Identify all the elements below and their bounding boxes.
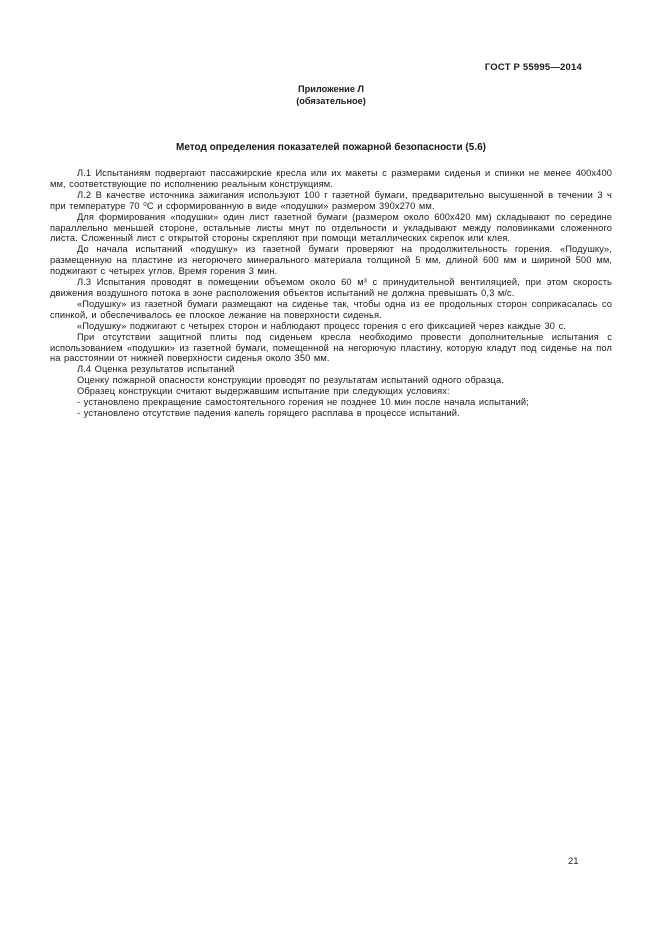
document-body (50, 168, 612, 419)
appendix-label: Приложение Л (298, 84, 364, 94)
paragraph: При отсутствии защитной плиты под сиденьем кресла необходимо провести дополнительные испытания с использованием «подушки» из газетной бумаги, помещенной на негорючую пластину, которую кладут под сиденье на пол на расстоянии от нижней поверхности сиденья около 350 мм. (50, 331, 612, 364)
appendix-heading (50, 84, 612, 107)
paragraph: До начала испытаний «подушку» из газетной бумаги проверяют на продолжительность горения. «Подушку», размещенную на пластине из негорючего минерального материала толщиной 5 мм, длиной 600 мм и шириной 500 мм, поджигают с четырех углов. Время горения 3 мин. (50, 244, 612, 277)
list-item-condition: - установлено отсутствие падения капель горящего расплава в процессе испытаний. (77, 407, 460, 418)
paragraph-l2: Л.2 В качестве источника зажигания используют 100 г газетной бумаги, предварительно высушенной в течении 3 ч при температуре 70 ⁰С и сформированную в виде «подушки» размером 390х270 мм. (50, 189, 612, 211)
appendix-note: (обязательное) (296, 95, 366, 106)
list-item-condition: - установлено прекращение самостоятельного горения не позднее 10 мин после начала испытаний; (77, 397, 529, 408)
paragraph: «Подушку» поджигают с четырех сторон и наблюдают процесс горения с его фиксацией через каждые 30 с. (77, 320, 566, 331)
paragraph-l1: Л.1 Испытаниям подвергают пассажирские кресла или их макеты с размерами сиденья и спинки не менее 400х400 мм, соответствующие по исполнению реальным конструкциям. (50, 168, 612, 189)
section-title: Метод определения показателей пожарной безопасности (5.6) (175, 142, 486, 153)
paragraph: Для формирования «подушки» один лист газетной бумаги (размером около 600х420 мм) складывают по середине параллельно меньшей стороне, остальные листы мнут по отдельности и укладывают между половинками сложенного листа. Сложенный лист с открытой стороны скрепляют при помощи металлических скрепок или клея. (50, 211, 612, 244)
paragraph: Оценку пожарной опасности конструкции проводят по результатам испытаний одного образца. (77, 375, 504, 386)
paragraph-l3: Л.3 Испытания проводят в помещении объемом около 60 м³ с принудительной вентиляцией, при этом скорость движения воздушного потока в зоне расположения объектов испытаний не должна превышать 0,3 м/с. (50, 277, 612, 298)
page-number: 21 (568, 856, 579, 867)
paragraph: Образец конструкции считают выдержавшим испытание при следующих условиях: (77, 386, 450, 397)
document-code: ГОСТ Р 55995—2014 (484, 62, 582, 73)
paragraph-l4: Л.4 Оценка результатов испытаний (77, 364, 235, 375)
paragraph: «Подушку» из газетной бумаги размещают на сиденье так, чтобы одна из ее продольных сторон соприкасалась со спинкой, и обеспечивалось ее плоское лежание на поверхности сиденья. (50, 298, 612, 320)
